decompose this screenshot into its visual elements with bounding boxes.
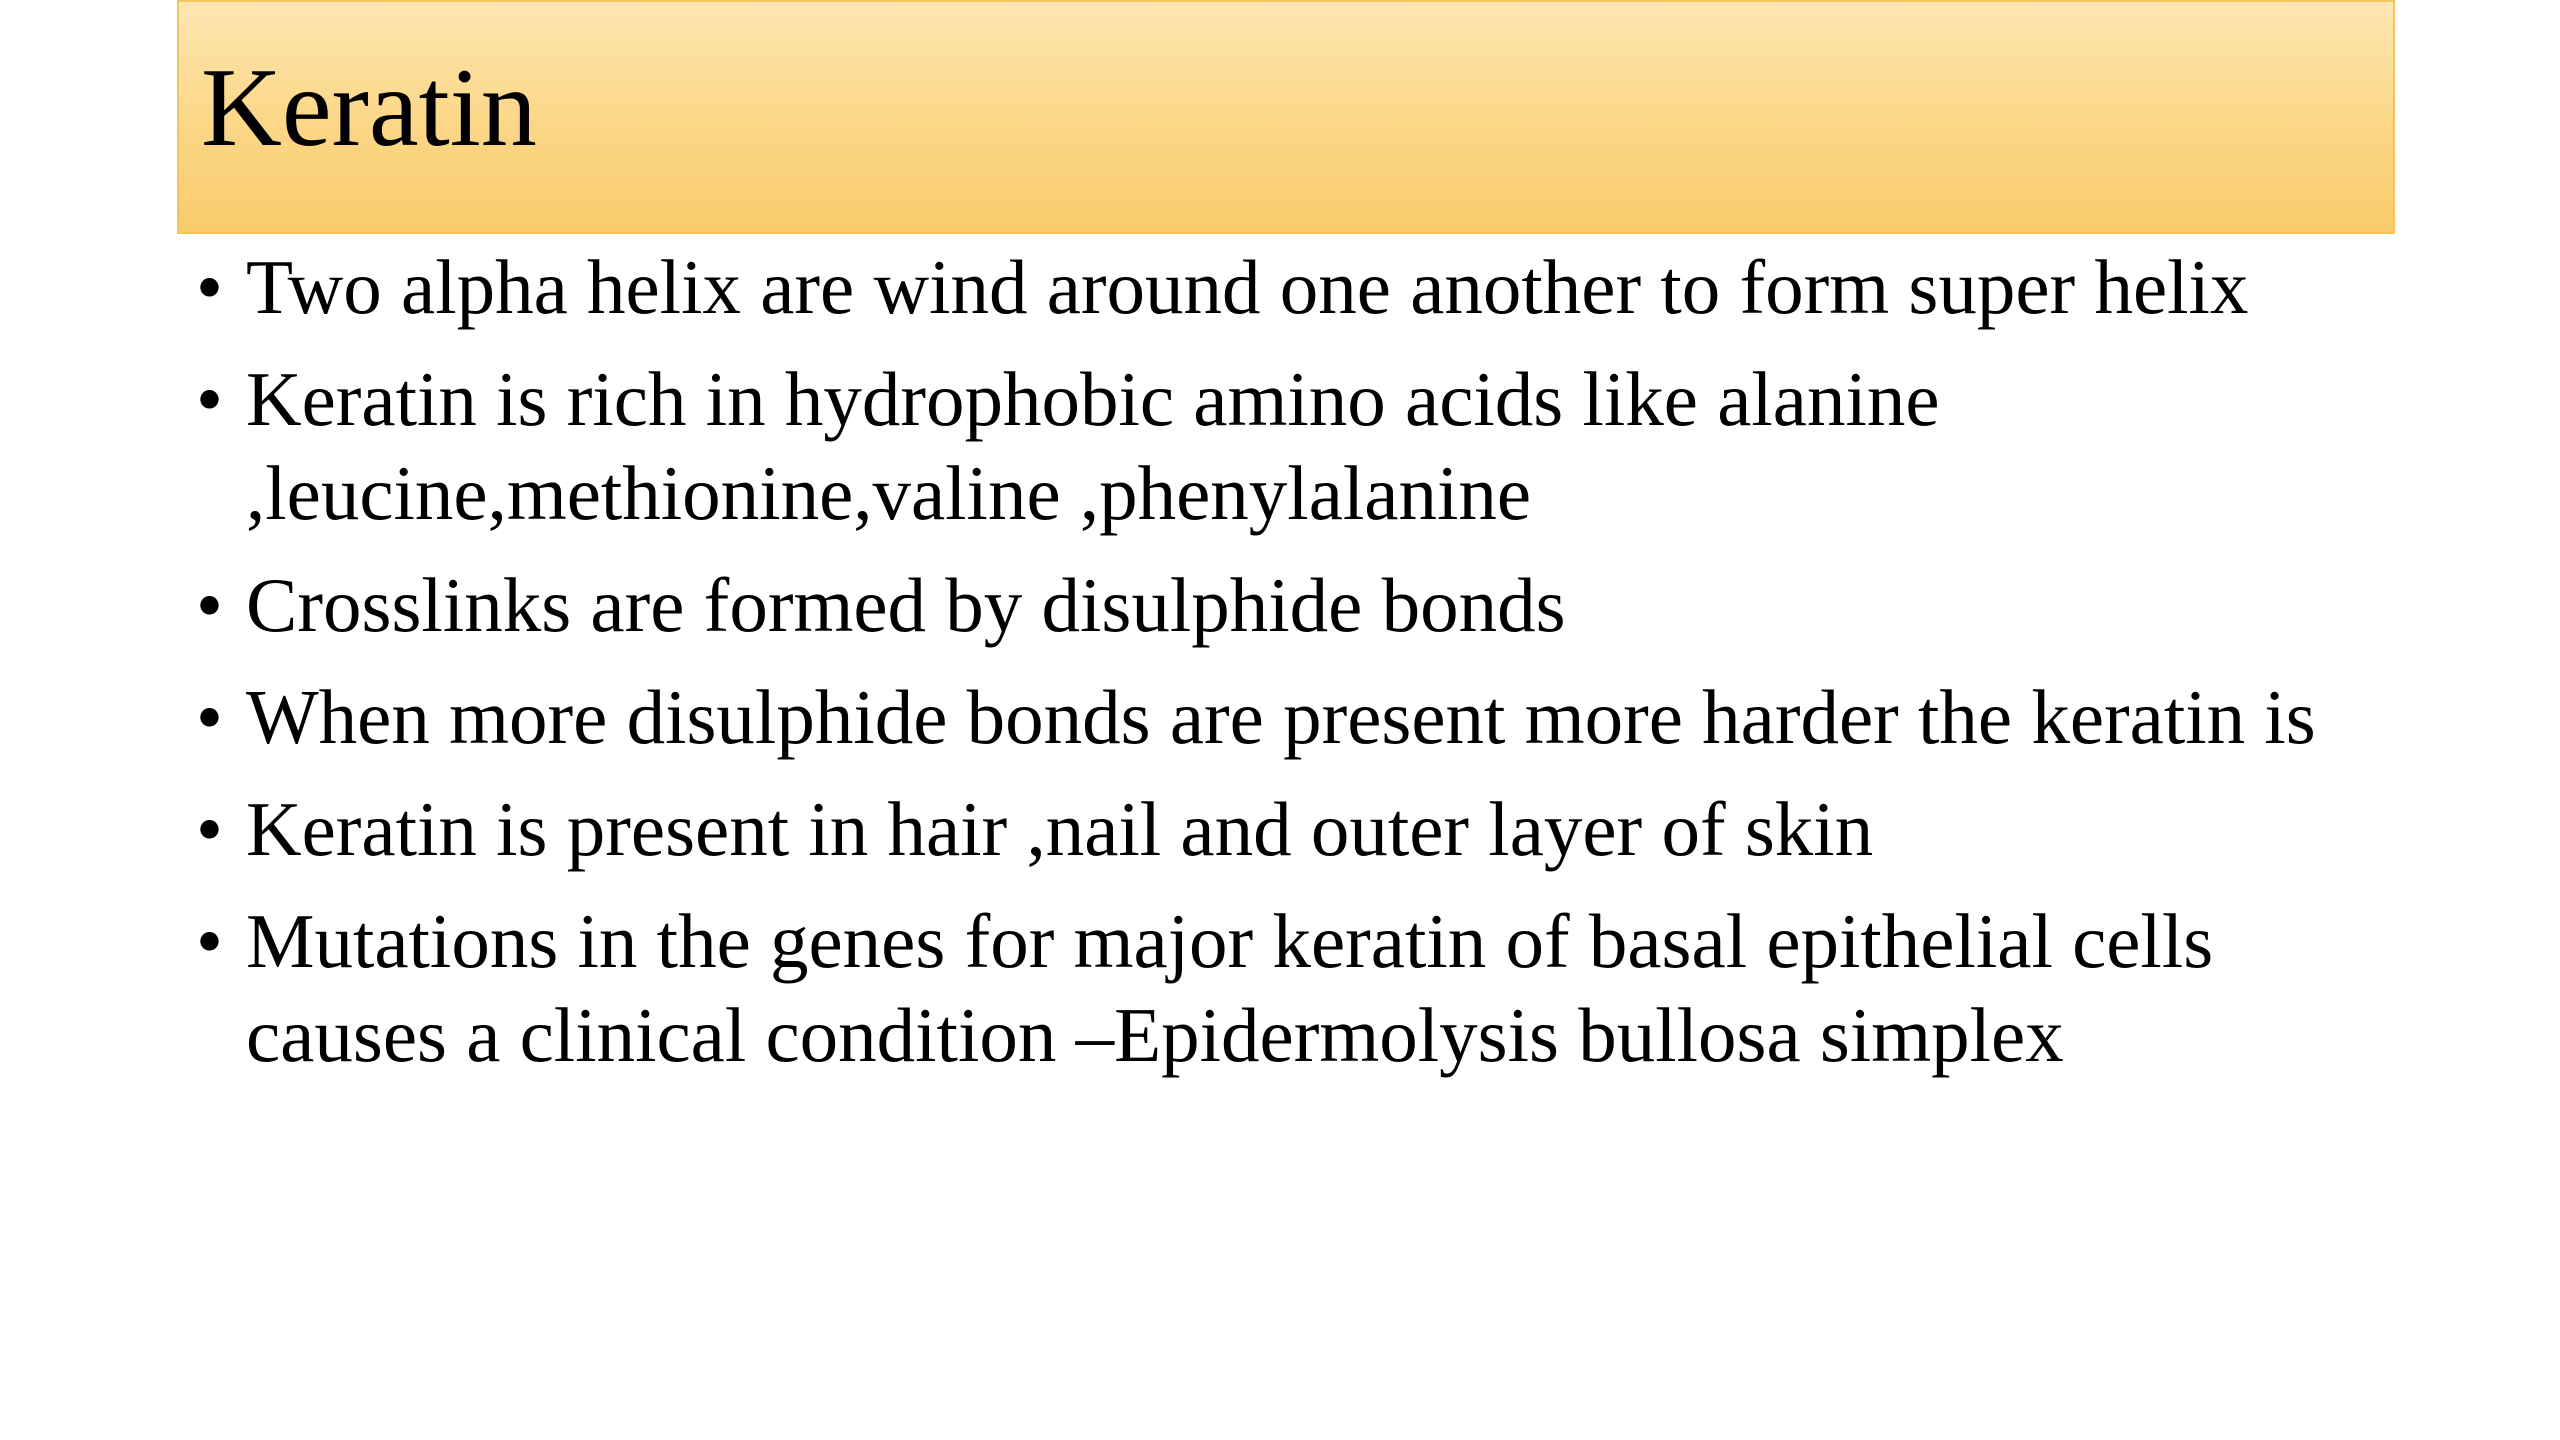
bullet-text: Two alpha helix are wind around one another to form super helix	[246, 244, 2249, 330]
bullet-item	[196, 894, 2366, 1082]
bullet-text: Crosslinks are formed by disulphide bonds	[246, 562, 1566, 648]
bullet-dot: •	[196, 356, 223, 442]
bullet-dot: •	[196, 786, 223, 872]
bullet-item	[196, 670, 2366, 764]
bullet-item	[196, 558, 2366, 652]
bullet-text: Mutations in the genes for major keratin of basal epithelial cells causes a clinical condition –Epidermolysis bullosa simplex	[246, 898, 2214, 1078]
bullet-text: Keratin is rich in hydrophobic amino acids like alanine ,leucine,methionine,valine ,phenylalanine	[246, 356, 1940, 536]
slide-title: Keratin	[201, 46, 537, 170]
title-bar	[177, 0, 2395, 234]
bullet-dot: •	[196, 562, 223, 648]
bullet-dot: •	[196, 898, 223, 984]
bullet-list	[196, 240, 2366, 1100]
bullet-item	[196, 782, 2366, 876]
bullet-dot: •	[196, 674, 223, 760]
bullet-item	[196, 352, 2366, 540]
bullet-item	[196, 240, 2366, 334]
bullet-text: Keratin is present in hair ,nail and outer layer of skin	[246, 786, 1874, 872]
bullet-dot: •	[196, 244, 223, 330]
bullet-text: When more disulphide bonds are present more harder the keratin is	[246, 674, 2316, 760]
